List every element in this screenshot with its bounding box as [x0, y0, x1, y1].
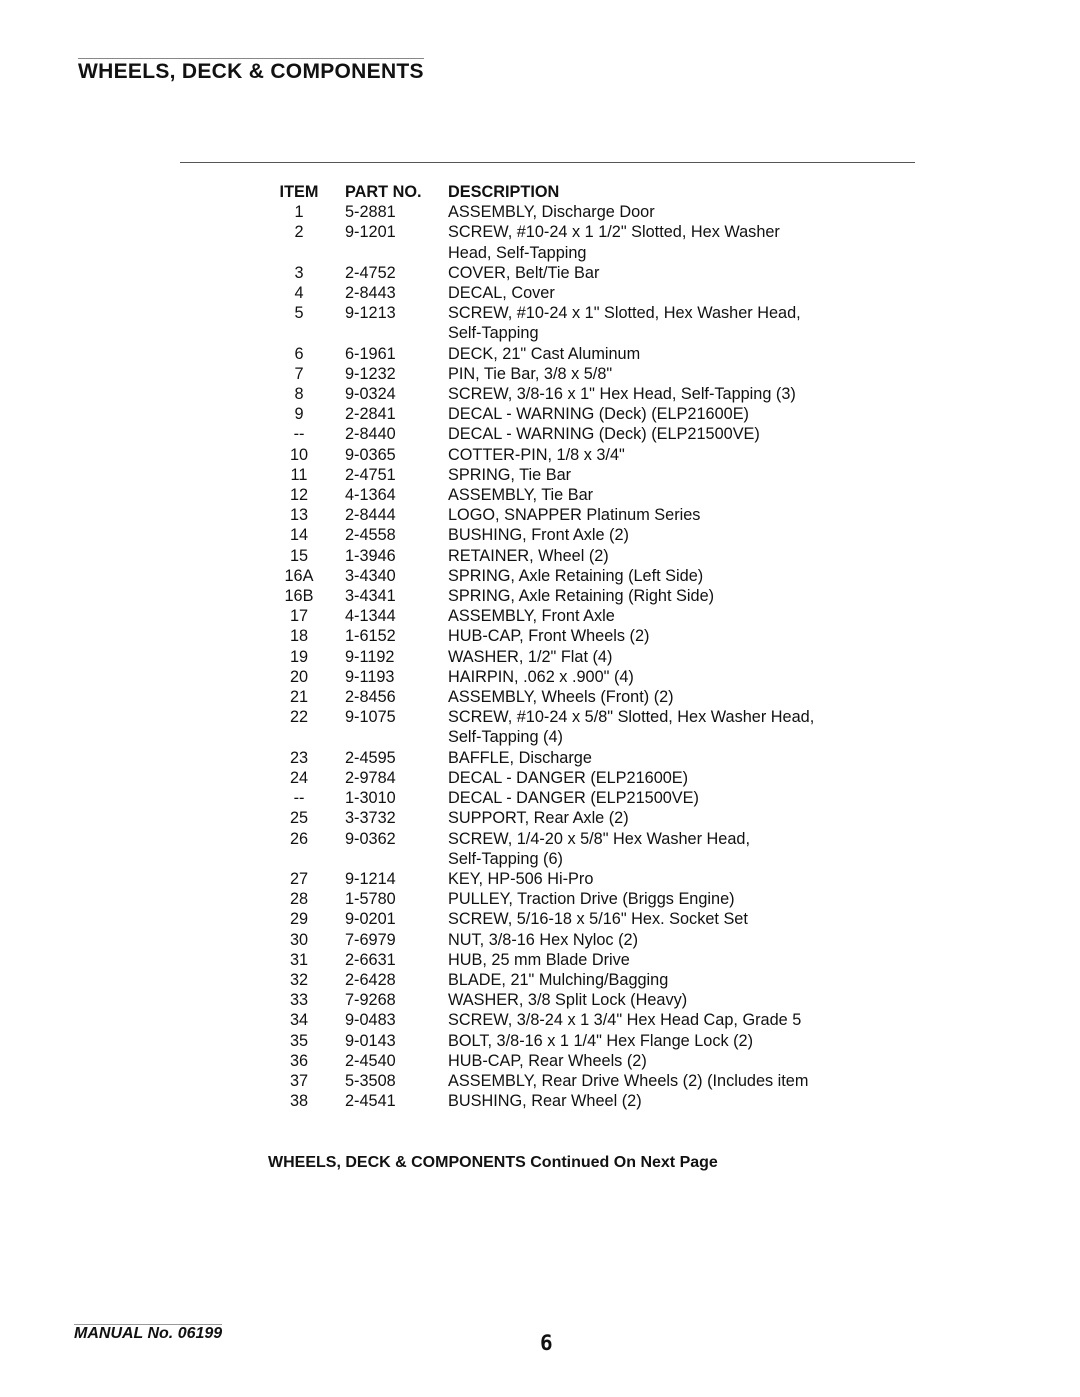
manual-number: MANUAL No. 06199 — [74, 1325, 223, 1342]
item-number: 5 — [294, 304, 304, 323]
table-row — [268, 626, 868, 646]
part-description — [448, 424, 868, 444]
part-description — [448, 808, 868, 828]
part-description — [448, 586, 868, 606]
part-description — [448, 1031, 868, 1051]
part-description — [448, 505, 868, 525]
table-row — [268, 384, 868, 404]
item-number: 35 — [289, 1031, 309, 1050]
part-description — [448, 909, 868, 929]
header-divider — [180, 162, 915, 163]
item-number: 20 — [289, 667, 309, 686]
description-line: WASHER, 3/8 Split Lock (Heavy) — [448, 991, 688, 1010]
part-number: 2-8440 — [345, 425, 396, 444]
part-number: 2-2841 — [345, 405, 396, 424]
item-number: 26 — [289, 829, 309, 848]
table-row — [268, 364, 868, 384]
description-line: BUSHING, Front Axle (2) — [448, 526, 629, 545]
item-number: 15 — [289, 546, 309, 565]
description-line: ASSEMBLY, Wheels (Front) (2) — [448, 688, 674, 707]
part-number: 2-8456 — [345, 688, 396, 707]
part-number: 9-1075 — [345, 708, 396, 727]
description-line: Self-Tapping (6) — [448, 849, 563, 868]
description-line: SCREW, 3/8-16 x 1" Hex Head, Self-Tapping (3) — [448, 385, 796, 404]
table-row — [268, 222, 868, 262]
page-title: WHEELS, DECK & COMPONENTS — [78, 60, 424, 83]
description-line: SCREW, 1/4-20 x 5/8" Hex Washer Head, — [448, 829, 750, 848]
page-number: 6 — [540, 1331, 553, 1355]
part-number: 2-4752 — [345, 263, 396, 282]
item-number: 28 — [289, 890, 309, 909]
part-number: 4-1364 — [345, 486, 396, 505]
item-number: 8 — [294, 385, 304, 404]
part-description — [448, 788, 868, 808]
description-line: SPRING, Axle Retaining (Right Side) — [448, 587, 715, 606]
description-line: DECAL - DANGER (ELP21600E) — [448, 768, 689, 787]
part-description — [448, 1051, 868, 1071]
part-number: 9-0324 — [345, 385, 396, 404]
item-number: 32 — [289, 970, 309, 989]
part-number: 9-0143 — [345, 1031, 396, 1050]
description-line: ASSEMBLY, Discharge Door — [448, 203, 655, 222]
part-number: 1-5780 — [345, 890, 396, 909]
table-row — [268, 990, 868, 1010]
part-number: 9-1201 — [345, 223, 396, 242]
part-number: 1-3010 — [345, 789, 396, 808]
part-description — [448, 1071, 868, 1091]
item-number: 3 — [294, 263, 304, 282]
item-number: 23 — [289, 748, 309, 767]
part-description — [448, 626, 868, 646]
description-line: SCREW, 5/16-18 x 5/16" Hex. Socket Set — [448, 910, 748, 929]
table-row — [268, 889, 868, 909]
part-number: 9-0365 — [345, 445, 396, 464]
description-line: Head, Self-Tapping — [448, 243, 587, 262]
description-line: Self-Tapping — [448, 324, 539, 343]
table-row — [268, 303, 868, 343]
table-row — [268, 768, 868, 788]
table-row — [268, 606, 868, 626]
part-description — [448, 202, 868, 222]
description-line: SCREW, #10-24 x 5/8" Slotted, Hex Washer Head, — [448, 708, 815, 727]
item-number: 16A — [284, 566, 314, 585]
description-line: COTTER-PIN, 1/8 x 3/4" — [448, 445, 625, 464]
table-row — [268, 404, 868, 424]
part-number: 2-4541 — [345, 1092, 396, 1111]
part-number: 2-4558 — [345, 526, 396, 545]
table-row — [268, 909, 868, 929]
table-row — [268, 647, 868, 667]
part-number: 4-1344 — [345, 607, 396, 626]
description-line: LOGO, SNAPPER Platinum Series — [448, 506, 701, 525]
item-number: 34 — [289, 1011, 309, 1030]
item-number: 30 — [289, 930, 309, 949]
description-column-header: DESCRIPTION — [448, 183, 560, 201]
description-line: ASSEMBLY, Rear Drive Wheels (2) (Includes item — [448, 1071, 809, 1090]
part-number: 3-3732 — [345, 809, 396, 828]
table-row — [268, 788, 868, 808]
part-number: 9-0362 — [345, 829, 396, 848]
description-line: BOLT, 3/8-16 x 1 1/4" Hex Flange Lock (2) — [448, 1031, 754, 1050]
description-line: WASHER, 1/2" Flat (4) — [448, 647, 613, 666]
part-description — [448, 869, 868, 889]
description-line: COVER, Belt/Tie Bar — [448, 263, 600, 282]
part-number: 9-1192 — [345, 647, 395, 666]
part-description — [448, 525, 868, 545]
table-row — [268, 869, 868, 889]
item-number: 4 — [294, 284, 304, 303]
table-row — [268, 586, 868, 606]
description-line: BLADE, 21" Mulching/Bagging — [448, 970, 669, 989]
part-number: 6-1961 — [345, 344, 396, 363]
item-number: 17 — [289, 607, 309, 626]
table-row — [268, 1051, 868, 1071]
description-line: NUT, 3/8-16 Hex Nyloc (2) — [448, 930, 638, 949]
item-number: 16B — [284, 587, 314, 606]
part-description — [448, 1010, 868, 1030]
table-row — [268, 202, 868, 222]
part-number: 2-6428 — [345, 970, 396, 989]
description-line: ASSEMBLY, Front Axle — [448, 607, 615, 626]
description-line: ASSEMBLY, Tie Bar — [448, 486, 594, 505]
item-number: 9 — [294, 405, 304, 424]
part-description — [448, 829, 868, 869]
item-number: 36 — [289, 1051, 309, 1070]
table-row — [268, 485, 868, 505]
part-number: 2-8443 — [345, 284, 396, 303]
description-line: SPRING, Tie Bar — [448, 465, 572, 484]
description-line: DECAL, Cover — [448, 284, 555, 303]
part-description — [448, 889, 868, 909]
item-number: 29 — [289, 910, 309, 929]
table-row — [268, 566, 868, 586]
description-line: SPRING, Axle Retaining (Left Side) — [448, 566, 704, 585]
table-row — [268, 687, 868, 707]
part-description — [448, 930, 868, 950]
table-row — [268, 424, 868, 444]
table-row — [268, 970, 868, 990]
part-description — [448, 647, 868, 667]
part-description — [448, 768, 868, 788]
part-description — [448, 485, 868, 505]
part-number: 1-6152 — [345, 627, 396, 646]
item-number: 6 — [294, 344, 304, 363]
description-line: SCREW, 3/8-24 x 1 3/4" Hex Head Cap, Grade 5 — [448, 1011, 802, 1030]
item-number: 24 — [289, 768, 309, 787]
part-description — [448, 364, 868, 384]
table-row — [268, 707, 868, 747]
part-number: 2-9784 — [345, 768, 396, 787]
item-number: 21 — [289, 688, 309, 707]
part-number: 3-4340 — [345, 566, 396, 585]
description-line: HAIRPIN, .062 x .900" (4) — [448, 667, 634, 686]
item-number: 38 — [289, 1092, 309, 1111]
description-line: SCREW, #10-24 x 1 1/2" Slotted, Hex Washer — [448, 223, 780, 242]
part-description — [448, 606, 868, 626]
description-line: HUB, 25 mm Blade Drive — [448, 950, 630, 969]
part-number: 2-6631 — [345, 950, 396, 969]
part-description — [448, 950, 868, 970]
part-number: 1-3946 — [345, 546, 396, 565]
description-line: DECAL - DANGER (ELP21500VE) — [448, 789, 699, 808]
part-number: 9-1193 — [345, 667, 395, 686]
table-row — [268, 950, 868, 970]
item-number: 18 — [289, 627, 309, 646]
item-column-header: ITEM — [279, 183, 319, 201]
table-row — [268, 546, 868, 566]
item-number: -- — [293, 789, 305, 808]
part-description — [448, 970, 868, 990]
part-description — [448, 344, 868, 364]
description-line: DECAL - WARNING (Deck) (ELP21600E) — [448, 405, 749, 424]
table-row — [268, 667, 868, 687]
part-description — [448, 990, 868, 1010]
item-number: -- — [293, 425, 305, 444]
parts-list — [268, 182, 868, 1111]
continued-note: WHEELS, DECK & COMPONENTS Continued On Next Page — [268, 1154, 718, 1171]
part-number: 5-3508 — [345, 1071, 396, 1090]
part-description — [448, 445, 868, 465]
part-description — [448, 222, 868, 262]
item-number: 25 — [289, 809, 309, 828]
part-description — [448, 566, 868, 586]
parts-list-header — [268, 182, 868, 202]
item-number: 31 — [289, 950, 309, 969]
part-description — [448, 465, 868, 485]
part-description — [448, 707, 868, 747]
part-number: 3-4341 — [345, 587, 396, 606]
description-line: DECAL - WARNING (Deck) (ELP21500VE) — [448, 425, 760, 444]
table-row — [268, 1031, 868, 1051]
table-row — [268, 344, 868, 364]
part-number: 2-4751 — [345, 465, 396, 484]
description-line: BAFFLE, Discharge — [448, 748, 592, 767]
description-line: KEY, HP-506 Hi-Pro — [448, 869, 594, 888]
part-number: 9-1232 — [345, 364, 396, 383]
part-description — [448, 303, 868, 343]
part-description — [448, 263, 868, 283]
table-row — [268, 445, 868, 465]
part-number: 2-8444 — [345, 506, 396, 525]
part-number: 7-9268 — [345, 991, 396, 1010]
part-description — [448, 283, 868, 303]
part-number: 9-1213 — [345, 304, 396, 323]
part-description — [448, 748, 868, 768]
part-number: 9-0201 — [345, 910, 396, 929]
description-line: PIN, Tie Bar, 3/8 x 5/8" — [448, 364, 613, 383]
table-row — [268, 748, 868, 768]
description-line: BUSHING, Rear Wheel (2) — [448, 1092, 642, 1111]
part-number: 2-4595 — [345, 748, 396, 767]
table-row — [268, 525, 868, 545]
description-line: DECK, 21" Cast Aluminum — [448, 344, 641, 363]
item-number: 19 — [289, 647, 309, 666]
part-number: 7-6979 — [345, 930, 396, 949]
part-description — [448, 384, 868, 404]
description-line: PULLEY, Traction Drive (Briggs Engine) — [448, 890, 735, 909]
part-number: 2-4540 — [345, 1051, 396, 1070]
table-row — [268, 465, 868, 485]
part-no-column-header: PART NO. — [345, 183, 422, 201]
parts-list-rows — [268, 202, 868, 1111]
table-row — [268, 263, 868, 283]
description-line: HUB-CAP, Front Wheels (2) — [448, 627, 650, 646]
description-line: SCREW, #10-24 x 1" Slotted, Hex Washer Head, — [448, 304, 801, 323]
table-row — [268, 808, 868, 828]
part-description — [448, 404, 868, 424]
item-number: 7 — [294, 364, 304, 383]
item-number: 12 — [289, 486, 309, 505]
item-number: 2 — [294, 223, 304, 242]
item-number: 11 — [290, 465, 308, 484]
part-description — [448, 546, 868, 566]
part-number: 9-1214 — [345, 869, 396, 888]
item-number: 10 — [289, 445, 309, 464]
table-row — [268, 1071, 868, 1091]
part-description — [448, 1091, 868, 1111]
description-line: SUPPORT, Rear Axle (2) — [448, 809, 629, 828]
part-description — [448, 667, 868, 687]
table-row — [268, 505, 868, 525]
table-row — [268, 829, 868, 869]
item-number: 27 — [289, 869, 309, 888]
part-number: 5-2881 — [345, 203, 396, 222]
item-number: 37 — [289, 1071, 309, 1090]
table-row — [268, 1010, 868, 1030]
table-row — [268, 283, 868, 303]
part-description — [448, 687, 868, 707]
description-line: RETAINER, Wheel (2) — [448, 546, 609, 565]
part-number: 9-0483 — [345, 1011, 396, 1030]
table-row — [268, 930, 868, 950]
table-row — [268, 1091, 868, 1111]
item-number: 22 — [289, 708, 309, 727]
item-number: 13 — [289, 506, 309, 525]
item-number: 1 — [294, 203, 304, 222]
description-line: HUB-CAP, Rear Wheels (2) — [448, 1051, 647, 1070]
description-line: Self-Tapping (4) — [448, 728, 563, 747]
item-number: 33 — [289, 991, 309, 1010]
item-number: 14 — [289, 526, 309, 545]
